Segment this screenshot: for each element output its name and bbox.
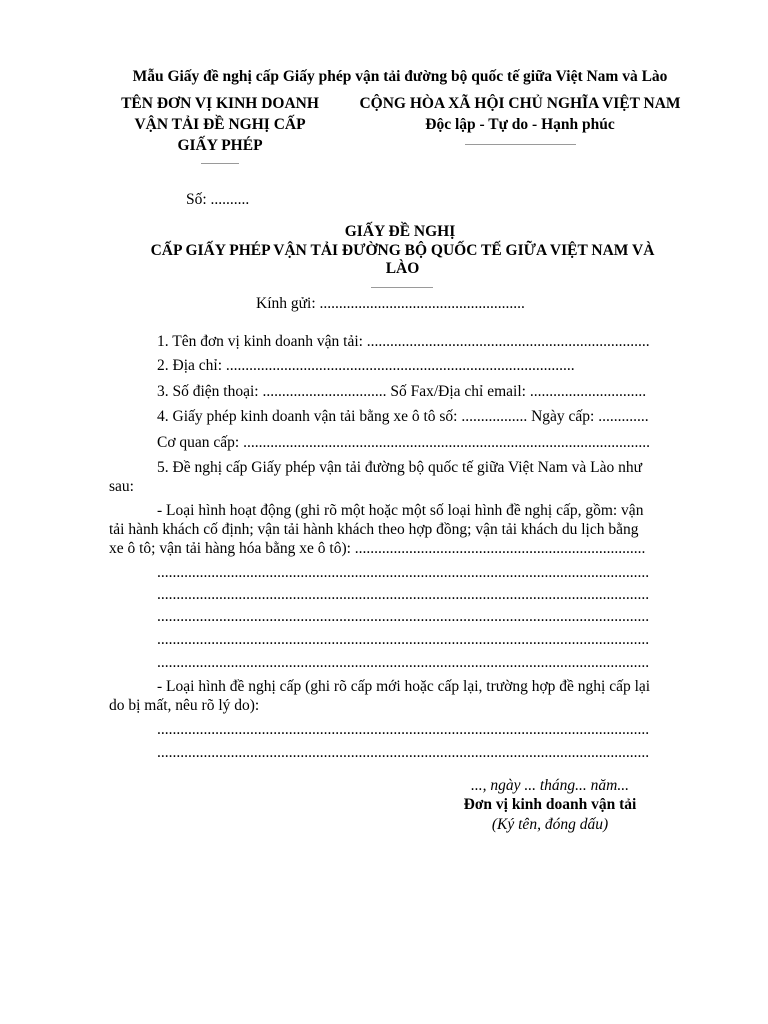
blank-line: ............................................................................................................................... [157, 564, 650, 581]
item-request-line1: 5. Đề nghị cấp Giấy phép vận tải đường bộ quốc tế giữa Việt Nam và Lào như [157, 459, 643, 476]
org-name-line2: VẬN TẢI ĐỀ NGHỊ CẤP [134, 116, 306, 133]
recipient-line: Kính gửi: ..................................................... [256, 295, 525, 312]
form-title: Mẫu Giấy đề nghị cấp Giấy phép vận tải đường bộ quốc tế giữa Việt Nam và Lào [132, 68, 668, 85]
org-name-line1: TÊN ĐƠN VỊ KINH DOANH [121, 95, 319, 112]
item-request-line2: sau: [109, 478, 134, 495]
request-type-line1: - Loại hình đề nghị cấp (ghi rõ cấp mới hoặc cấp lại, trường hợp đề nghị cấp lại [157, 678, 651, 695]
item-business-license: 4. Giấy phép kinh doanh vận tải bằng xe ô tô số: ................. Ngày cấp: ............. [157, 408, 649, 425]
item-business-name: 1. Tên đơn vị kinh doanh vận tải: ......................................................................... [157, 333, 650, 350]
org-divider [201, 163, 239, 164]
operation-type-line3: xe ô tô; vận tải hàng hóa bằng xe ô tô): ........................................................................... [109, 540, 646, 557]
blank-line: ............................................................................................................................... [157, 721, 650, 738]
blank-line: ............................................................................................................................... [157, 586, 650, 603]
nation-motto: Độc lập - Tự do - Hạnh phúc [425, 116, 615, 133]
org-name-line3: GIẤY PHÉP [177, 137, 263, 154]
nation-name: CỘNG HÒA XÃ HỘI CHỦ NGHĨA VIỆT NAM [359, 95, 681, 112]
item-address: 2. Địa chỉ: .......................................................................................... [157, 357, 575, 374]
operation-type-line1: - Loại hình hoạt động (ghi rõ một hoặc một số loại hình đề nghị cấp, gồm: vận [157, 502, 644, 519]
blank-line: ............................................................................................................................... [157, 631, 650, 648]
operation-type-line2: tải hành khách cố định; vận tải hành khách theo hợp đồng; vận tải khách du lịch bằng [109, 521, 639, 538]
blank-line: ............................................................................................................................... [157, 744, 650, 761]
motto-divider [465, 144, 576, 145]
signature-note: (Ký tên, đóng dấu) [491, 816, 609, 833]
item-issuing-agency: Cơ quan cấp: ......................................................................................................... [157, 434, 650, 451]
blank-line: ............................................................................................................................... [157, 608, 650, 625]
doc-subtitle-line2: LÀO [385, 260, 420, 277]
item-phone-fax-email: 3. Số điện thoại: ................................ Số Fax/Địa chỉ email: .............................. [157, 383, 647, 400]
signature-unit: Đơn vị kinh doanh vận tải [463, 796, 637, 813]
doc-subtitle-line1: CẤP GIẤY PHÉP VẬN TẢI ĐƯỜNG BỘ QUỐC TẾ GIỮA VIỆT NAM VÀ [150, 242, 655, 259]
signature-date: ..., ngày ... tháng... năm... [470, 777, 629, 794]
blank-line: ............................................................................................................................... [157, 654, 650, 671]
request-type-line2: do bị mất, nêu rõ lý do): [109, 697, 260, 714]
doc-title: GIẤY ĐỀ NGHỊ [344, 223, 456, 240]
document-number: Số: .......... [186, 191, 250, 208]
title-divider [371, 287, 433, 288]
